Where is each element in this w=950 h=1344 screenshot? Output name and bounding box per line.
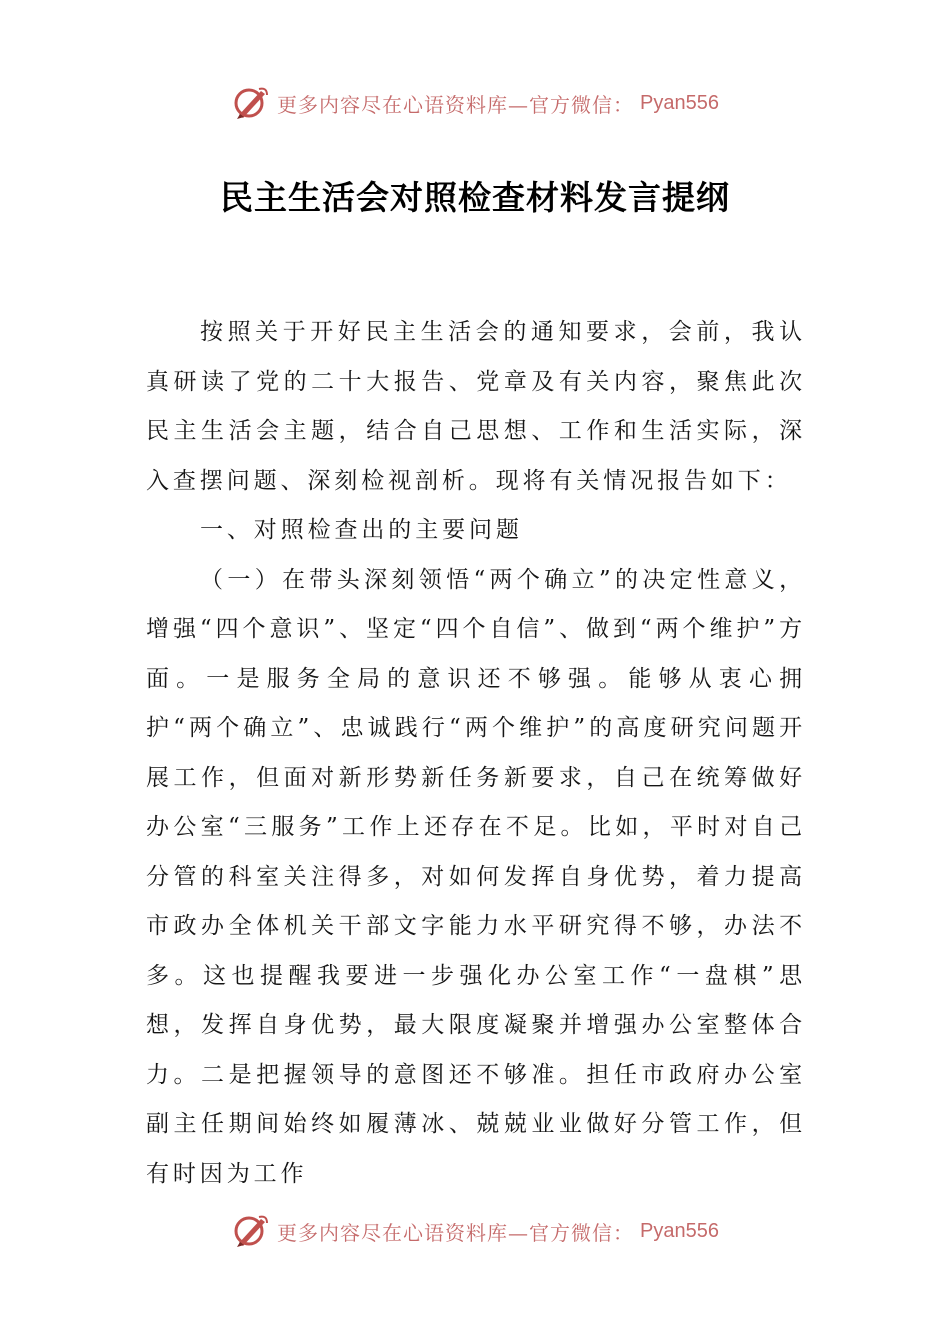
section-heading: 一、对照检查出的主要问题 (200, 517, 523, 543)
header-banner-text: 更多内容尽在心语资料库—官方微信： (277, 92, 635, 117)
pen-logo-icon (231, 1211, 271, 1251)
footer-banner-text: 更多内容尽在心语资料库—官方微信： (277, 1220, 635, 1245)
document-title: 民主生活会对照检查材料发言提纲 (220, 178, 730, 217)
footer-banner (0, 1208, 950, 1254)
document-body (146, 308, 806, 1199)
header-banner (0, 80, 950, 126)
intro-paragraph: 按照关于开好民主生活会的通知要求，会前，我认真研读了党的二十大报告、党章及有关内容，聚焦此次民主生活会主题，结合自己思想、工作和生活实际，深入查摆问题、深刻检视剖析。现将有关情况报告如下： (146, 319, 806, 494)
body-paragraph: （一）在带头深刻领悟“两个确立”的决定性意义，增强“四个意识”、坚定“四个自信”、做到“两个维护”方面。一是服务全局的意识还不够强。能够从衷心拥护“两个确立”、忠诚践行“两个维护”的高度研究问题开展工作，但面对新形势新任务新要求，自己在统筹做好办公室“三服务”工作上还存在不足。比如，平时对自己分管的科室关注得多，对如何发挥自身优势，着力提高市政办全体机关干部文字能力水平研究得不够，办法不多。这也提醒我要进一步强化办公室工作“一盘棋”思想，发挥自身优势，最大限度凝聚并增强办公室整体合力。二是把握领导的意图还不够准。担任市政府办公室副主任期间始终如履薄冰、兢兢业业做好分管工作，但有时因为工作 (146, 566, 806, 1187)
pen-logo-icon (231, 83, 271, 123)
footer-wechat-id: Pyan556 (640, 1219, 719, 1242)
header-wechat-id: Pyan556 (640, 91, 719, 114)
